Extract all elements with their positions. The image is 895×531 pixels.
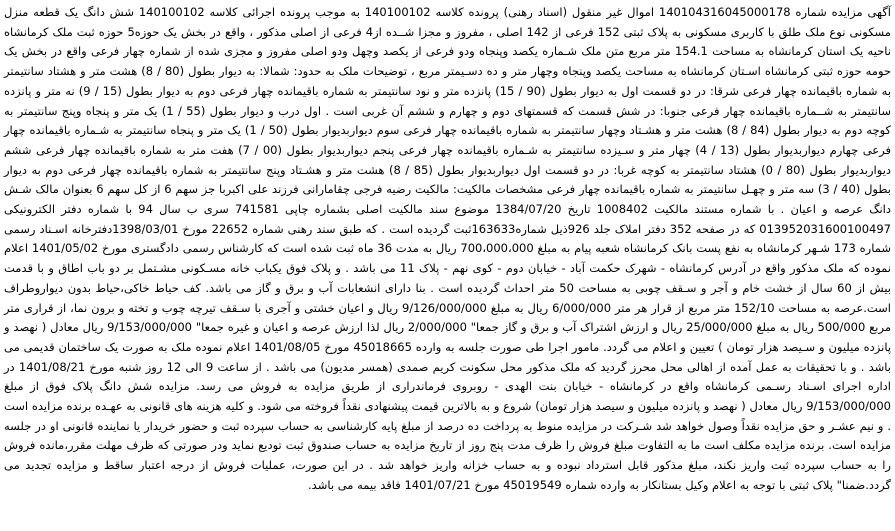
- auction-notice-text: آگهی مزایده شماره 140104316045000178 اموال غیر منقول (اسناد رهنی) پرونده کلاسه 140100102 به موجب پرونده اجرائی کلاسه 140100102 شش دانگ یک قطعه منزل مسکونی نوع ملک طلق با کاربری مسکونی به پلاک ثبتی 152 فرعی از 142 اصلی ، مفروز و مجزا شــده از4 فرعی از اصلی مذکور ، واقع در بخش یک حوزه5 حوزه ثبت ملک کرمانشاه ناحیه یک استان کرمانشاه به مساحت 154.1 متر مربع متن ملک شـماره یکصد وپنجاه ودو فرعی از یکصد وچهل ودو اصلی مفروز و مجزی شده از شماره چهار فرعی واقع در بخش یک حومه حوزه ثبتی کرمانشاه اسـتان کرمانشاه به مساحت یکصد وپنجاه وچهار متر و ده دسـیمتر مربع ، توضیحات ملک به حدود: شمالا: به دیوار بطول (80 / 8) هشت متر و هشتاد سانتیمتر به شماره باقیمانده چهار فرعی شرقا: در دو قسمت اول به دیوار بطول (90 / 15) پانزده متر و نود سانتیمتر به شماره باقیمانده چهار فرعی دوم به دیوار بطول (15 / 9) نه متر و پانزده سانتیمتر به شــماره باقیمانده چهار فرعی جنوبا: در شش قسمت که قسمتهای دوم و چهارم و ششم آن غربی است . اول درب و دیوار بطول (55 / 1) یک متر و پنجاه وپنج سانتیمتر به کوچه دوم به دیوار بطول (84 / 8) هشت متر و هشـتاد وچهار سانتیمتر به شماره باقیمانده چهار فرعی سوم دیواربدیوار بطول (50 / 1) یک متر و پنجاه سانتیمتر به شـماره باقیمانده چهار فرعی چهارم دیواربدیوار بطول (13 / 4) چهار متر و سـیزده سانتیمتر به شـماره باقیمانده چهار فرعی پنجم دیواربدیوار بطول (00 / 7) هفت متر به شماره باقیمانده چهار فرعی ششم دیواربدیوار بطول (80 / 0) هشتاد سانتیمتر به کوچه غربا: در دو قسمت اول دیواربدیوار بطول (85 / 8) هشت متر و هشـتاد وپنج سانتیمتر به شماره باقیمانده چهار فرعی دوم به دیوار بطول (40 / 3) سه متر و چهـل سانتیمتر به شماره باقیمانده چهار فرعی مشخصات مالکیت: مالکیت رضیه فرجی چقامارانی فرزند علی اکبربا جز سهم 6 از کل سهم 6 بعنوان مالک شـش دانگ عرصه و اعیان . با شماره مستند مالکیت 1008402 تاریخ 1384/07/20 موضوع سند مالکیت اصلی بشماره چاپی 741581 سری ب سال 94 با شماره دفتر الکترونیکی 013952031600100497 که در صفحه 352 دفتر املاک جلد 926ذیل شماره163633ثبت گردیده است . که طبق سند رهنی شماره 22652 مورخ 1398/03/01دفترخانه اسـناد رسمی شماره 173 شـهر کرمانشاه به نفع پست بانک کرمانشاه شعبه پیام به مبلغ 700،000،000 ریال به مدت 36 ماه ثبت شده است که کارشناس رسمی دادگستری مورخ 1401/05/02 اعلام نموده که ملک مذکور واقع در آدرس کرمانشاه - شهرک حکمت آباد - خیابان دوم - کوی نهم - پلاک 11 می باشد . و پلاک فوق یکباب خانه مسـکونی مشـتمل بر دو باب اطاق و با قدمت بیش از 60 سال از خشت خام و آجر و سـقف چوبی به مساحت 50 متر احداث گردیده است . بنا دارای انشعابات آب و برق و گاز می باشد. کف حیاط خاکی،حیاط بدون دیواروطراف است.عرصه به مساحت 152/10 متر مربع از قرار هر متر 6/000/000 ریال به مبلغ 9/126/000/000 ریال و اعیان خشتی و آجری با سـقف تیرچه چوب و تخته و برون نما، از قراری متر مربع 500/000 ریال به مبلغ 25/000/000 ریال و ارزش اشتراک آب و برق و گاز جمعا" 2/000/000 ریال لذا ارزش عرصه و اعیان و غیره جمعا" 9/153/000/000 ریال معادل ( نهصد و پانزده میلیون و سـیصد هزار تومان ) تعیین و اعلام می گردد. مامور اجرا طی صورت جلسه به وارده 45018665 مورخ 1401/08/05 اعلام نموده ملک به صورت یک ساختمان قدیمی می باشد . و با تحقیقات به عمل آمده از اهالی محل محرز گردید که ملک مذکور محل سکونت کریم صمدی (همسر مدیون) می باشد . از ساعت 9 الی 12 روز شنبه مورخ 1401/08/21 در اداره اجرای اسـناد رسـمی کرمانشاه واقع در کرمانشاه - خیابان بنت الهدی - روبروی فرماندراری از طریق مزایده به فروش می رسد. مزایده شش دانگ پلاک فوق از مبلغ 9/153/000/000 ریال معادل ( نهصد و پانزده میلیون و سیصد هزار تومان) شروع و به بالاترین قیمت پیشنهادی نقداً فروخته می شود. و کلیه هزینه های قانونی به عهـده برنده مزایده است . و نیم عشـر و حق مزایده نقداً وصول خواهد شد شـرکت در مزایده منوط به پرداخت ده درصد از مبلغ پایه کارشناسی به حساب سپرده ثبت و حضور خریدار یا نماینده قانونی او در جلسه مزایده است. برنده مزایده مکلف است ما به التفاوت مبلغ فروش را ظرف مدت پنج روز از تاریخ مزایده به حساب صندوق ثبت تودیع نماید ودر صورتی که ظرف مهلت مقرر،مانده فروش را به حساب سپرده ثبت واریز نکند، مبلغ مذکور قابل استرداد نبوده و به حساب خزانه واریز خواهد شد . در این صورت، عملیات فروش از درجه اعتبار ساقط و مزایده تجدید می گردد.ضمنا" پلاک ثبتی با توجه به اعلام وکیل بستانکار به وارده شماره 45019549 مورخ 1401/07/21 فاقد بیمه می باشد.: [4, 5, 892, 492]
